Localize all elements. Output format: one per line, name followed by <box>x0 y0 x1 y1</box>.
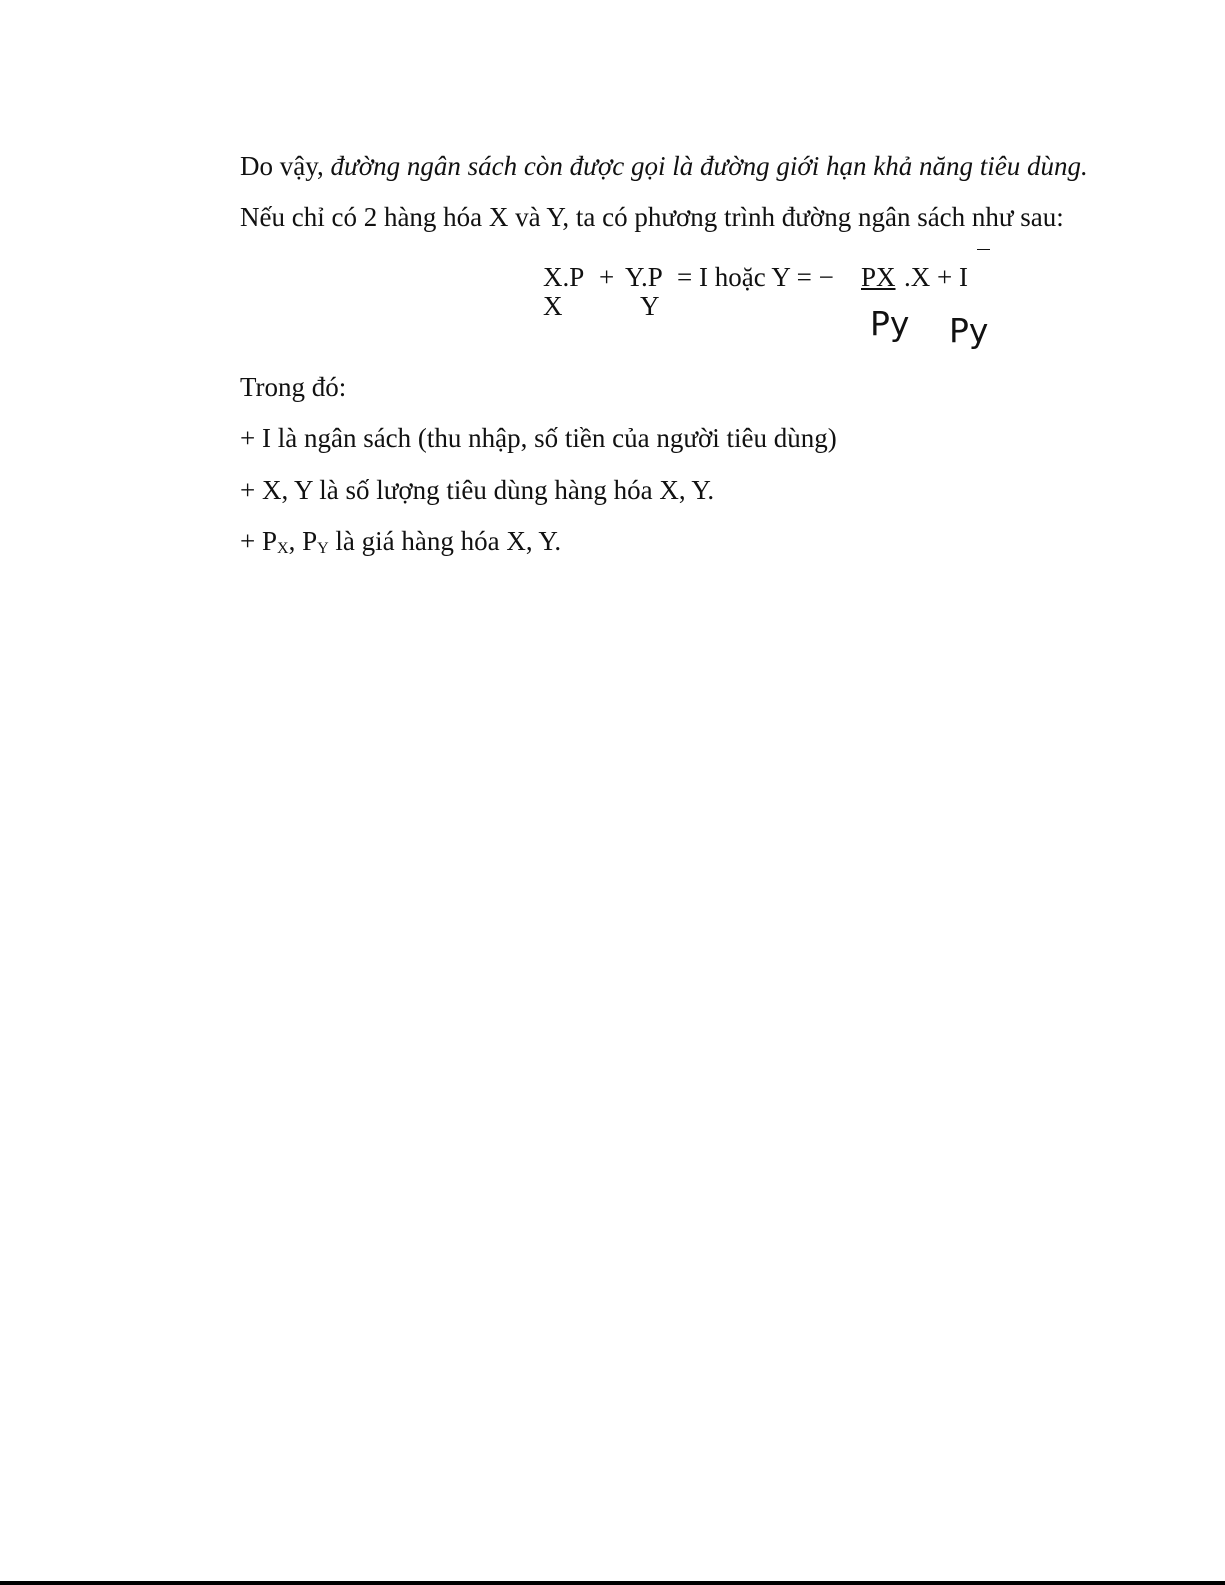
equation-term-xp: X.P <box>543 262 585 292</box>
equation-subscript-y: Y <box>640 291 660 321</box>
equation-denominator-1: Py <box>870 304 910 343</box>
equation-term-x-plus-i: .X + I <box>904 262 968 292</box>
equation-overbar <box>977 249 990 250</box>
equation-denominator-2: Py <box>949 311 989 350</box>
prices-middle: , P <box>288 526 318 556</box>
equation-plus: + <box>599 262 615 292</box>
prices-suffix: là giá hàng hóa X, Y. <box>328 526 562 556</box>
equation-term-yp: Y.P <box>625 262 663 292</box>
equation-equals-or: = I hoặc Y = − <box>677 262 834 292</box>
intro-italic-definition: đường ngân sách còn được gọi là đường giới hạn khả năng tiêu dùng. <box>330 151 1088 181</box>
equation-lead-sentence: Nếu chỉ có 2 hàng hóa X và Y, ta có phương trình đường ngân sách như sau: <box>240 202 1064 232</box>
equation-subscript-x: X <box>543 291 563 321</box>
equation-numerator-px: PX <box>861 262 896 292</box>
prices-subscript-x: X <box>277 540 289 557</box>
page-bottom-border <box>0 1581 1225 1585</box>
prices-prefix: + P <box>240 526 277 556</box>
intro-prefix: Do vậy, <box>240 151 331 181</box>
budget-line-equation <box>0 0 1225 360</box>
prices-subscript-y: Y <box>317 540 329 557</box>
definitions-heading: Trong đó: <box>240 372 347 402</box>
definition-item-quantities: + X, Y là số lượng tiêu dùng hàng hóa X, Y. <box>240 475 715 505</box>
definition-item-income: + I là ngân sách (thu nhập, số tiền của người tiêu dùng) <box>240 423 837 453</box>
definition-item-prices <box>240 524 561 566</box>
